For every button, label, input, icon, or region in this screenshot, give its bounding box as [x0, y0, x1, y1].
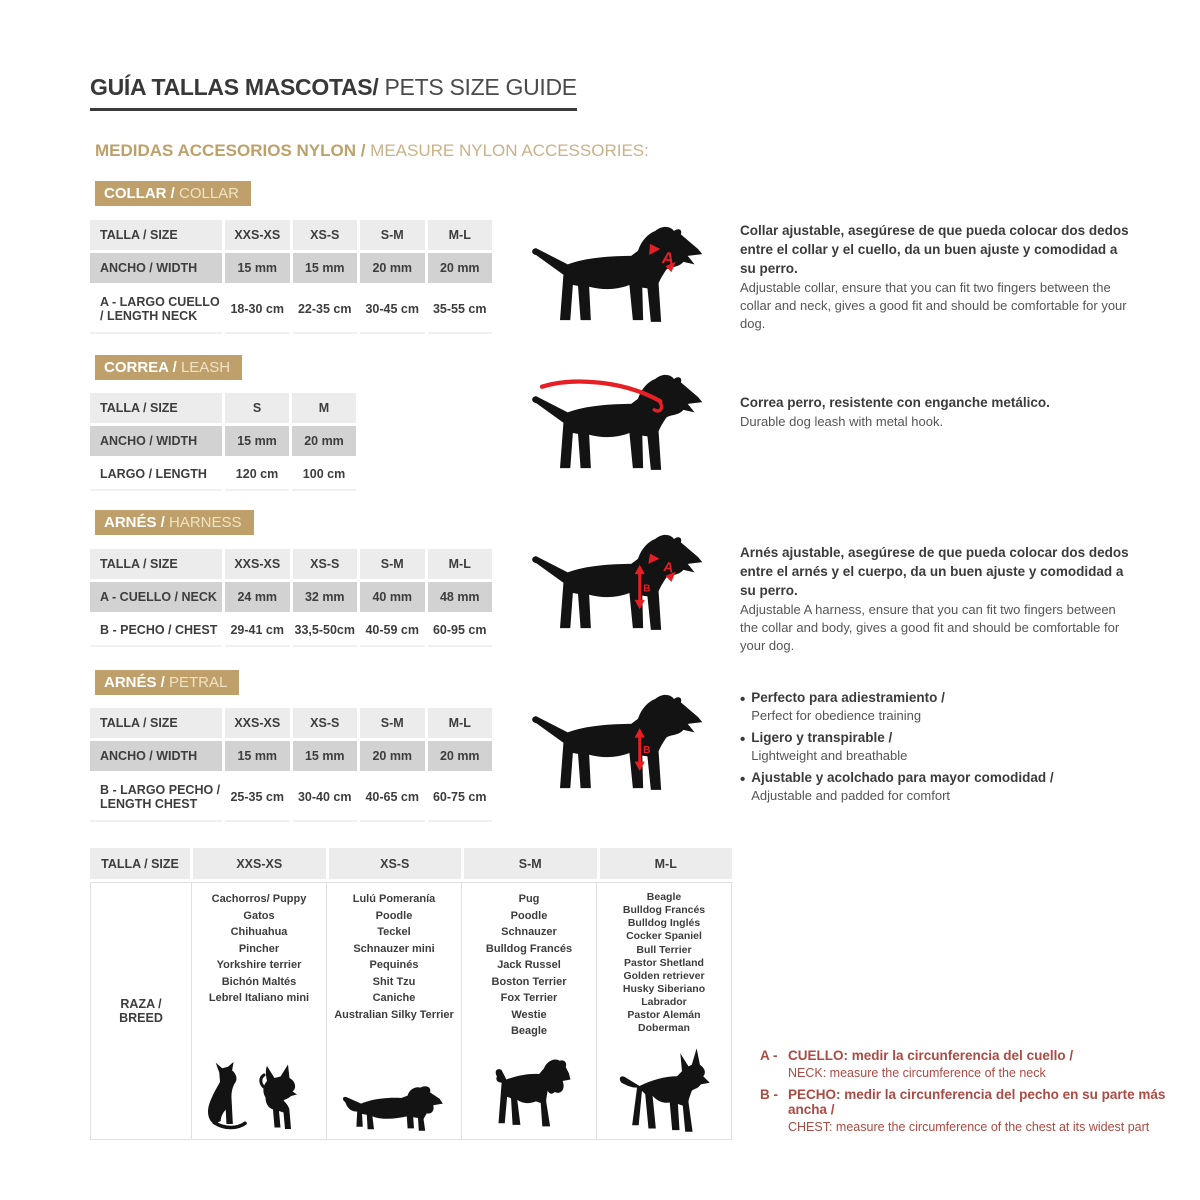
breed-item: Caniche — [372, 992, 416, 1004]
harness-badge-es: ARNÉS / — [104, 514, 165, 531]
table-cell: XS-S — [293, 220, 358, 250]
bullet-dot: • — [740, 731, 746, 748]
dog-silhouette — [532, 375, 702, 470]
table-cell: TALLA / SIZE — [90, 708, 222, 738]
breed-column-m-l — [597, 883, 731, 1139]
table-cell: M-L — [428, 708, 493, 738]
petral-section-badge — [95, 670, 239, 695]
breed-item: Pug — [518, 893, 540, 905]
table-cell: 60-75 cm — [428, 774, 493, 822]
breed-row-label-es: RAZA / — [120, 997, 162, 1011]
collar-description-en: Adjustable collar, ensure that you can fit two fingers between the collar and neck, gives a good fit and should be comfortable for your dog. — [740, 279, 1127, 332]
table-cell: 20 mm — [292, 426, 356, 456]
petral-feature-text — [751, 690, 945, 723]
table-cell: 18-30 cm — [225, 286, 290, 334]
table-cell: 29-41 cm — [225, 615, 290, 647]
table-cell: 15 mm — [225, 426, 289, 456]
petral-feature-en: Adjustable and padded for comfort — [751, 788, 951, 803]
breed-item: Schnauzer — [501, 926, 557, 938]
breed-item: Australian Silky Terrier — [334, 1008, 454, 1021]
measure-label-a: A — [662, 558, 675, 576]
petral-size-table — [90, 708, 492, 825]
breed-row-label-en: BREED — [119, 1011, 163, 1025]
breed-item: Pastor Shetland — [624, 956, 704, 969]
note-chest-es: PECHO: medir la circunferencia del pecho en su parte más ancha / — [788, 1087, 1166, 1117]
page-subtitle-es: MEDIDAS ACCESORIOS NYLON / — [95, 141, 366, 160]
table-cell: XS-S — [329, 848, 462, 879]
table-cell: 40-65 cm — [360, 774, 425, 822]
petral-feature-text — [751, 770, 1053, 803]
collar-size-table — [90, 220, 492, 337]
harness-description-es: Arnés ajustable, asegúrese de que pueda colocar dos dedos entre el arnés y el cuerpo, da un buen ajuste y comodidad a su perro. — [740, 545, 1129, 598]
leash-badge-en: LEASH — [176, 359, 231, 376]
page-title-es: GUÍA TALLAS MASCOTAS/ — [90, 74, 379, 100]
breed-row-label — [91, 883, 192, 1139]
petral-feature-item — [740, 730, 1140, 763]
table-cell: 30-40 cm — [293, 774, 358, 822]
breed-item: Fox Terrier — [500, 992, 558, 1004]
table-cell: S-M — [360, 708, 425, 738]
leash-description-es: Correa perro, resistente con enganche metálico. — [740, 395, 1050, 410]
petral-table-width-row — [90, 741, 492, 771]
breed-item: Beagle — [510, 1025, 548, 1037]
dog-leash-illustration — [530, 360, 710, 482]
dog-silhouette — [532, 227, 702, 322]
chihuahua-silhouette-icon — [258, 1057, 318, 1135]
collar-table-neck-row — [90, 286, 492, 334]
breed-list-m-l — [623, 891, 705, 1035]
table-cell: M-L — [428, 220, 493, 250]
table-cell: 20 mm — [428, 253, 493, 283]
table-cell: A - CUELLO / NECK — [90, 582, 222, 612]
collar-badge-en: COLLAR — [174, 185, 240, 202]
table-cell: 25-35 cm — [225, 774, 290, 822]
table-cell: ANCHO / WIDTH — [90, 426, 222, 456]
cat-silhouette-icon — [200, 1053, 250, 1135]
breed-item: Chihuahua — [230, 926, 288, 938]
breed-item: Teckel — [377, 926, 411, 938]
table-cell: ANCHO / WIDTH — [90, 741, 222, 771]
measure-label-a: A — [660, 246, 677, 269]
petral-feature-es: Perfecto para adiestramiento / — [751, 690, 945, 705]
leash-section-badge — [95, 355, 242, 380]
breed-silhouettes-s-m — [486, 1049, 572, 1135]
breed-item: Labrador — [641, 996, 687, 1008]
page-subtitle-en: MEASURE NYLON ACCESSORIES: — [365, 141, 649, 160]
petral-feature-list — [740, 690, 1140, 810]
petral-feature-en: Lightweight and breathable — [751, 748, 908, 763]
table-cell: XXS-XS — [225, 549, 290, 579]
breed-column-xxs-xs — [192, 883, 327, 1139]
petral-feature-text — [751, 730, 907, 763]
table-cell: 32 mm — [293, 582, 358, 612]
page-subtitle — [95, 141, 649, 161]
dog-silhouette — [532, 695, 702, 790]
measuring-notes — [760, 1048, 1180, 1141]
breed-item: Yorkshire terrier — [216, 959, 302, 971]
breed-item: Poodle — [510, 909, 548, 922]
note-chest-en: CHEST: measure the circumference of the chest at its widest part — [788, 1120, 1150, 1134]
table-cell: S-M — [464, 848, 597, 879]
table-cell: 120 cm — [225, 459, 289, 491]
breed-silhouettes-xs-s — [342, 1077, 446, 1135]
note-neck-es: CUELLO: medir la circunferencia del cuello / — [788, 1048, 1074, 1063]
breed-item: Boston Terrier — [491, 975, 567, 988]
breed-item: Bichón Maltés — [221, 975, 297, 988]
table-cell: XXS-XS — [193, 848, 326, 879]
petral-table-header-row — [90, 708, 492, 738]
table-cell: TALLA / SIZE — [90, 848, 190, 879]
petral-feature-item — [740, 690, 1140, 723]
harness-table-header-row — [90, 549, 492, 579]
leash-table-header-row — [90, 393, 356, 423]
table-cell: 15 mm — [225, 253, 290, 283]
table-cell: 40 mm — [360, 582, 425, 612]
table-cell: XXS-XS — [225, 220, 290, 250]
table-cell: XXS-XS — [225, 708, 290, 738]
breed-item: Gatos — [243, 909, 275, 922]
breed-item: Husky Siberiano — [622, 982, 706, 995]
table-cell: M — [292, 393, 356, 423]
note-chest-text — [788, 1087, 1180, 1134]
dog-harness-measure-illustration — [530, 520, 710, 642]
collar-description — [740, 222, 1132, 333]
table-cell: 60-95 cm — [428, 615, 493, 647]
table-cell: 30-45 cm — [360, 286, 425, 334]
petral-table-chest-row — [90, 774, 492, 822]
page-title — [90, 74, 577, 111]
note-neck-en: NECK: measure the circumference of the neck — [788, 1066, 1046, 1080]
dog-collar-measure-illustration — [530, 212, 710, 334]
table-cell: 24 mm — [225, 582, 290, 612]
breed-item: Lulú Pomeranía — [352, 893, 436, 905]
breed-table-header-row — [90, 848, 732, 879]
collar-description-es: Collar ajustable, asegúrese de que pueda colocar dos dedos entre el collar y el cuello, da un buen ajuste y comodidad a su perro. — [740, 223, 1129, 276]
table-cell: B - PECHO / CHEST — [90, 615, 222, 647]
breed-item: Bulldog Francés — [485, 942, 573, 955]
breed-item: Pastor Alemán — [627, 1009, 701, 1022]
leash-size-table — [90, 393, 356, 494]
leash-description-en: Durable dog leash with metal hook. — [740, 413, 944, 429]
table-cell: TALLA / SIZE — [90, 393, 222, 423]
breed-list-s-m — [486, 891, 572, 1040]
measure-label-b: B — [643, 583, 651, 595]
table-cell: 100 cm — [292, 459, 356, 491]
breed-item: Golden retriever — [623, 969, 705, 982]
table-cell: LARGO / LENGTH — [90, 459, 222, 491]
leash-description — [740, 394, 1132, 431]
petral-badge-en: PETRAL — [164, 674, 228, 691]
harness-badge-en: HARNESS — [164, 514, 242, 531]
breed-item: Westie — [511, 1008, 547, 1021]
table-cell: 15 mm — [293, 253, 358, 283]
harness-size-table — [90, 549, 492, 650]
table-cell: M-L — [600, 848, 733, 879]
table-cell: 40-59 cm — [360, 615, 425, 647]
petral-feature-es: Ajustable y acolchado para mayor comodidad / — [751, 770, 1054, 785]
table-cell: TALLA / SIZE — [90, 549, 222, 579]
note-neck — [760, 1048, 1180, 1080]
collar-badge-es: COLLAR / — [104, 185, 175, 202]
breed-item: Cocker Spaniel — [626, 930, 702, 943]
leash-badge-es: CORREA / — [104, 359, 177, 376]
breed-item: Jack Russel — [497, 959, 561, 971]
breed-column-xs-s — [327, 883, 462, 1139]
breed-item: Bull Terrier — [636, 943, 692, 956]
table-cell: XS-S — [293, 549, 358, 579]
breed-item: Pincher — [238, 942, 280, 955]
harness-table-neck-row — [90, 582, 492, 612]
harness-description-en: Adjustable A harness, ensure that you can fit two fingers between the collar and body, gives a good fit and should be comfortable for your dog. — [740, 601, 1120, 654]
bullet-dot: • — [740, 771, 746, 788]
harness-section-badge — [95, 510, 254, 535]
collar-table-width-row — [90, 253, 492, 283]
breed-item: Pequinés — [369, 959, 419, 971]
harness-description — [740, 544, 1132, 655]
schnauzer-silhouette-icon — [486, 1049, 572, 1135]
leash-table-length-row — [90, 459, 356, 491]
breed-item: Doberman — [638, 1022, 690, 1035]
table-cell: ANCHO / WIDTH — [90, 253, 222, 283]
note-neck-text — [788, 1048, 1073, 1080]
table-cell: S — [225, 393, 289, 423]
breed-list-xxs-xs — [209, 891, 309, 1007]
doberman-silhouette-icon — [615, 1037, 713, 1135]
dachshund-silhouette-icon — [342, 1077, 446, 1135]
collar-section-badge — [95, 181, 251, 206]
table-cell: 33,5-50cm — [293, 615, 358, 647]
table-cell: S-M — [360, 549, 425, 579]
measure-label-b: B — [643, 745, 651, 756]
breed-size-table — [90, 848, 732, 1140]
breed-item: Cachorros/ Puppy — [211, 893, 307, 905]
petral-feature-en: Perfect for obedience training — [751, 708, 922, 723]
table-cell: A - LARGO CUELLO / LENGTH NECK — [90, 286, 222, 334]
breed-silhouettes-xxs-xs — [200, 1053, 318, 1135]
table-cell: 22-35 cm — [293, 286, 358, 334]
breed-column-s-m — [462, 883, 597, 1139]
breed-silhouettes-m-l — [615, 1037, 713, 1135]
petral-badge-es: ARNÉS / — [104, 674, 165, 691]
table-cell: 15 mm — [293, 741, 358, 771]
petral-feature-item — [740, 770, 1140, 803]
table-cell: TALLA / SIZE — [90, 220, 222, 250]
table-cell: 48 mm — [428, 582, 493, 612]
table-cell: XS-S — [293, 708, 358, 738]
breed-item: Beagle — [646, 891, 682, 903]
table-cell: M-L — [428, 549, 493, 579]
breed-table-body — [90, 882, 732, 1140]
breed-item: Bulldog Francés — [622, 904, 706, 917]
table-cell: 20 mm — [428, 741, 493, 771]
breed-item: Poodle — [375, 909, 413, 922]
table-cell: 15 mm — [225, 741, 290, 771]
table-cell: S-M — [360, 220, 425, 250]
harness-table-chest-row — [90, 615, 492, 647]
dog-petral-measure-illustration — [530, 680, 710, 802]
page-title-en: PETS SIZE GUIDE — [378, 74, 577, 100]
breed-item: Lebrel Italiano mini — [208, 992, 310, 1004]
table-cell: 20 mm — [360, 253, 425, 283]
breed-list-xs-s — [334, 891, 454, 1023]
note-chest — [760, 1087, 1180, 1134]
table-cell: 20 mm — [360, 741, 425, 771]
table-cell: 35-55 cm — [428, 286, 493, 334]
breed-item: Schnauzer mini — [353, 942, 435, 955]
leash-table-width-row — [90, 426, 356, 456]
dog-silhouette — [532, 535, 702, 630]
table-cell: B - LARGO PECHO / LENGTH CHEST — [90, 774, 222, 822]
breed-item: Shit Tzu — [372, 975, 416, 988]
note-code-b: B - — [760, 1087, 778, 1102]
breed-item: Bulldog Inglés — [627, 917, 701, 930]
note-code-a: A - — [760, 1048, 778, 1063]
bullet-dot: • — [740, 691, 746, 708]
petral-feature-es: Ligero y transpirable / — [751, 730, 893, 745]
collar-table-header-row — [90, 220, 492, 250]
